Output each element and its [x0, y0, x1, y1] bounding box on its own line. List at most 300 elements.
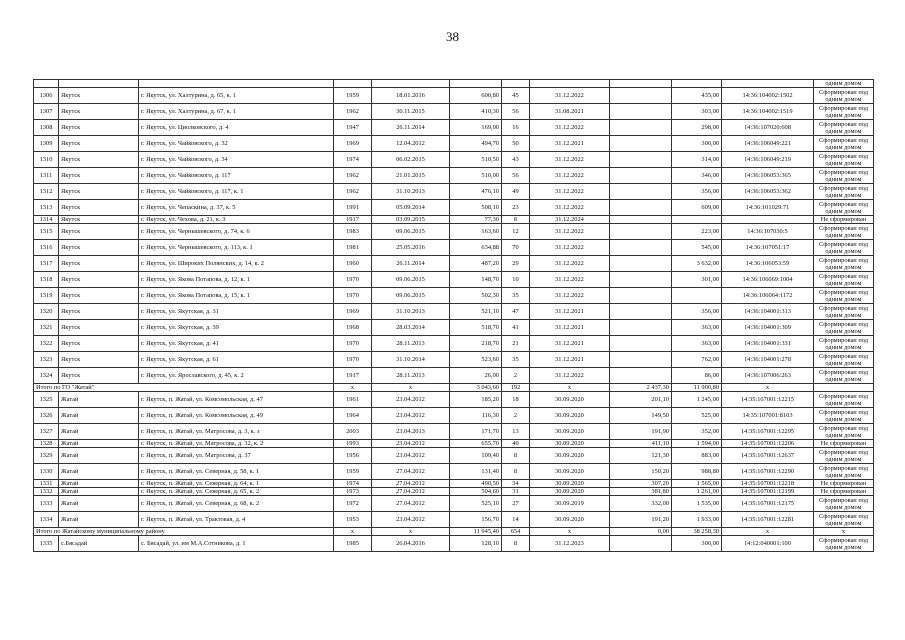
cell-row-number: 1328: [34, 440, 59, 448]
table-row: [34, 536, 874, 552]
cell-locality: Якутск: [59, 168, 139, 184]
cell-total-label: Итого по ГО "Жатай": [34, 384, 334, 392]
cell-land-area: [610, 256, 672, 272]
cell-area: 148,70: [450, 272, 502, 288]
cell-land-area: 381,80: [610, 488, 672, 496]
cell-area: 504,60: [450, 488, 502, 496]
cell-year-built: 2003: [334, 424, 372, 440]
table-row: [34, 440, 874, 448]
cell-status: [814, 384, 874, 392]
cell-land-area: 191,90: [610, 424, 672, 440]
cell-plot-area: 3 632,00: [672, 256, 722, 272]
cell-status: Сформирован под одним домом: [814, 104, 874, 120]
table-row: [34, 424, 874, 440]
cell-recognition-date: 21.01.2015: [372, 168, 450, 184]
cell-row-number: 1324: [34, 368, 59, 384]
cell-area: 600,80: [450, 88, 502, 104]
cell-residents: 35: [502, 352, 530, 368]
table-row: [34, 352, 874, 368]
cell-area: 185,20: [450, 392, 502, 408]
cell-plot-area: [672, 216, 722, 224]
cell-deadline: 31.12.2022: [530, 88, 610, 104]
cell-row-number: 1306: [34, 88, 59, 104]
cell-row-number: 1323: [34, 352, 59, 368]
cell-year-built: 1960: [334, 256, 372, 272]
cell-row-number: 1315: [34, 224, 59, 240]
cell-status: одним домом: [814, 80, 874, 88]
cell-address: г. Якутск, ул. Чайковского, д. 32: [139, 136, 334, 152]
cell-year-built: 1969: [334, 136, 372, 152]
cell-deadline: 31.12.2021: [530, 304, 610, 320]
cell-land-area: [610, 320, 672, 336]
cell-cadastral-number: 14:35:107001:12637: [722, 448, 814, 464]
cell-deadline: 31.12.2022: [530, 224, 610, 240]
cell-area: 11 945,40: [450, 528, 502, 536]
cell-residents: 8: [502, 216, 530, 224]
cell-row-number: 1325: [34, 392, 59, 408]
cell-plot-area: 356,00: [672, 184, 722, 200]
cell-year-built: x: [334, 528, 372, 536]
cell-deadline: 31.12.2022: [530, 184, 610, 200]
cell-year-built: x: [334, 384, 372, 392]
cell-status: Не сформирован: [814, 488, 874, 496]
cell-residents: 8: [502, 448, 530, 464]
cell-recognition-date: 26.11.2014: [372, 256, 450, 272]
cell-plot-area: 883,00: [672, 448, 722, 464]
cell-land-area: [610, 536, 672, 552]
cell-land-area: 2 437,30: [610, 384, 672, 392]
cell-recognition-date: x: [372, 528, 450, 536]
cell-residents: 56: [502, 168, 530, 184]
cell-area: 77,30: [450, 216, 502, 224]
cell-address: г. Якутск, п. Жатай, ул. Комсомольская, д. 49: [139, 408, 334, 424]
cell-deadline: 30.09.2020: [530, 440, 610, 448]
cell-locality: Якутск: [59, 240, 139, 256]
cell-deadline: 30.09.2020: [530, 464, 610, 480]
cell-locality: Якутск: [59, 272, 139, 288]
cell-area: 487,20: [450, 256, 502, 272]
cell-locality: Якутск: [59, 152, 139, 168]
cell-status: Сформирован под одним домом: [814, 392, 874, 408]
cell-status: Сформирован под одним домом: [814, 448, 874, 464]
cell-land-area: [610, 120, 672, 136]
cell-year-built: 1956: [334, 448, 372, 464]
cell-residents: 47: [502, 304, 530, 320]
cell-locality: Якутск: [59, 88, 139, 104]
cell-address: г. Якутск, ул. Якутская, д. 41: [139, 336, 334, 352]
cell-cadastral-number: 14:35:107001:12290: [722, 464, 814, 480]
cell-deadline: 30.09.2020: [530, 424, 610, 440]
cell-status: Сформирован под одним домом: [814, 536, 874, 552]
cell-status: Сформирован под одним домом: [814, 336, 874, 352]
table-row: [34, 88, 874, 104]
cell-year-built: 1917: [334, 368, 372, 384]
cell-locality: Жатай: [59, 496, 139, 512]
table-row: [34, 184, 874, 200]
cell-recognition-date: 23.04.2012: [372, 392, 450, 408]
table-row: [34, 336, 874, 352]
cell-plot-area: 988,80: [672, 464, 722, 480]
cell-cadastral-number: 14:36:104001:309: [722, 320, 814, 336]
cell-row-number: 1321: [34, 320, 59, 336]
table-row: [34, 464, 874, 480]
cell-cadastral-number: 14:36:101029:71: [722, 200, 814, 216]
cell-area: 508,10: [450, 200, 502, 216]
cell-recognition-date: 30.11.2015: [372, 104, 450, 120]
cell-cadastral-number: 14:36:106053:362: [722, 184, 814, 200]
cell-cadastral-number: 14:35:107001:12215: [722, 392, 814, 408]
cell-residents: 29: [502, 256, 530, 272]
cell-row-number: 1310: [34, 152, 59, 168]
table-row: [34, 304, 874, 320]
cell-land-area: 332,00: [610, 496, 672, 512]
cell-recognition-date: 25.05.2016: [372, 240, 450, 256]
cell-year-built: 1962: [334, 104, 372, 120]
cell-status: x: [814, 528, 874, 536]
cell-status: Сформирован под одним домом: [814, 240, 874, 256]
cell-residents: 40: [502, 440, 530, 448]
cell-plot-area: 356,00: [672, 304, 722, 320]
cell-plot-area: 1 261,00: [672, 488, 722, 496]
cell-residents: 45: [502, 88, 530, 104]
cell-row-number: 1313: [34, 200, 59, 216]
cell-deadline: 31.12.2023: [530, 536, 610, 552]
cell-residents: 13: [502, 424, 530, 440]
cell-land-area: 307,20: [610, 480, 672, 488]
cell-status: Сформирован под одним домом: [814, 496, 874, 512]
cell-address: г. Якутск, ул. Чайковского, д. 117: [139, 168, 334, 184]
cell-cadastral-number: 14:36:106049:221: [722, 136, 814, 152]
cell-land-area: 191,20: [610, 512, 672, 528]
cell-land-area: 411,10: [610, 440, 672, 448]
cell-year-built: 1959: [334, 88, 372, 104]
cell-row-number: 1314: [34, 216, 59, 224]
cell-status: Сформирован под одним домом: [814, 184, 874, 200]
cell-year-built: 1974: [334, 480, 372, 488]
cell-plot-area: 86,00: [672, 368, 722, 384]
cell-year-built: 1991: [334, 200, 372, 216]
cell-plot-area: 346,00: [672, 168, 722, 184]
cell-locality: Якутск: [59, 200, 139, 216]
cell-plot-area: 223,00: [672, 224, 722, 240]
cell-year-built: 1993: [334, 440, 372, 448]
cell-recognition-date: 03.09.2015: [372, 216, 450, 224]
cell-recognition-date: x: [372, 384, 450, 392]
cell-locality: Якутск: [59, 336, 139, 352]
cell-address: г. Якутск, ул. Халтурина, д. 65, к. 1: [139, 88, 334, 104]
cell-status: Сформирован под одним домом: [814, 288, 874, 304]
cell-deadline: 31.12.2021: [530, 352, 610, 368]
cell-plot-area: 545,00: [672, 240, 722, 256]
cell-row-number: 1333: [34, 496, 59, 512]
cell-empty: [59, 80, 139, 88]
cell-status: Сформирован под одним домом: [814, 464, 874, 480]
cell-residents: 8: [502, 464, 530, 480]
cell-land-area: [610, 336, 672, 352]
cell-cadastral-number: 14:36:107051:17: [722, 240, 814, 256]
cell-year-built: 1973: [334, 488, 372, 496]
cell-residents: 23: [502, 200, 530, 216]
cell-row-number: 1322: [34, 336, 59, 352]
cell-deadline: 31.12.2022: [530, 240, 610, 256]
cell-deadline: 31.12.2022: [530, 288, 610, 304]
cell-residents: 41: [502, 320, 530, 336]
cell-address: г. Якутск, ул. Халтурина, д. 67, к. 1: [139, 104, 334, 120]
cell-year-built: 1970: [334, 272, 372, 288]
cell-empty: [672, 80, 722, 88]
cell-locality: Жатай: [59, 440, 139, 448]
cell-land-area: [610, 216, 672, 224]
cell-plot-area: 300,00: [672, 136, 722, 152]
cell-address: г. Якутск, ул. Циолковского, д. 4: [139, 120, 334, 136]
cell-cadastral-number: 14:36:104002:1502: [722, 88, 814, 104]
cell-empty: [139, 80, 334, 88]
cell-address: г. Якутск, п. Жатай, ул. Матросова, д. 32, к. 2: [139, 440, 334, 448]
cell-recognition-date: 18.01.2016: [372, 88, 450, 104]
cell-recognition-date: 27.04.2012: [372, 464, 450, 480]
cell-address: г. Якутск, п. Жатай, ул. Матросова, д. 37: [139, 448, 334, 464]
cell-deadline: 30.09.2020: [530, 512, 610, 528]
cell-cadastral-number: 14:35:107001:12199: [722, 488, 814, 496]
cell-cadastral-number: 14:35:107001:12206: [722, 440, 814, 448]
cell-row-number: 1311: [34, 168, 59, 184]
cell-status: Сформирован под одним домом: [814, 272, 874, 288]
cell-cadastral-number: 14:36:106069:1004: [722, 272, 814, 288]
cell-year-built: 1962: [334, 184, 372, 200]
cell-address: г. Якутск, ул. Якутская, д. 61: [139, 352, 334, 368]
cell-total-label: Итого по Жатайскому муниципальному району: [34, 528, 334, 536]
cell-locality: Жатай: [59, 488, 139, 496]
cell-residents: 16: [502, 120, 530, 136]
cell-residents: 2: [502, 368, 530, 384]
cell-land-area: 150,20: [610, 464, 672, 480]
cell-recognition-date: 05.09.2014: [372, 200, 450, 216]
table-row: [34, 272, 874, 288]
cell-residents: 43: [502, 152, 530, 168]
cell-cadastral-number: 14:36:107020:608: [722, 120, 814, 136]
cell-cadastral-number: 14:35:107001:12295: [722, 424, 814, 440]
cell-row-number: 1334: [34, 512, 59, 528]
cell-deadline: 30.09.2020: [530, 488, 610, 496]
cell-cadastral-number: 14:35:107001:8103: [722, 408, 814, 424]
cell-plot-area: 435,00: [672, 88, 722, 104]
cell-area: 169,00: [450, 120, 502, 136]
cell-residents: 14: [502, 512, 530, 528]
cell-area: 476,10: [450, 184, 502, 200]
cell-recognition-date: 27.04.2012: [372, 488, 450, 496]
cell-recognition-date: 12.04.2012: [372, 136, 450, 152]
cell-residents: 18: [502, 392, 530, 408]
cell-plot-area: 300,00: [672, 536, 722, 552]
cell-address: г. Якутск, п. Жатай, ул. Трактовая, д. 4: [139, 512, 334, 528]
table-row: [34, 152, 874, 168]
cell-deadline: 31.12.2021: [530, 336, 610, 352]
cell-deadline: 31.12.2022: [530, 168, 610, 184]
cell-address: г. Якутск, п. Жатай, ул. Северная, д. 65, к. 2: [139, 488, 334, 496]
table-row: [34, 256, 874, 272]
cell-plot-area: 1 565,00: [672, 480, 722, 488]
cell-area: 116,30: [450, 408, 502, 424]
housing-registry-table-wrap: [33, 79, 873, 552]
cell-deadline: 30.09.2020: [530, 408, 610, 424]
cell-recognition-date: 09.06.2015: [372, 288, 450, 304]
cell-address: г. Якутск, ул. Якова Потапова, д. 12, к. 1: [139, 272, 334, 288]
cell-year-built: 1970: [334, 336, 372, 352]
cell-area: 510,50: [450, 152, 502, 168]
cell-cadastral-number: 14:36:104001:331: [722, 336, 814, 352]
cell-deadline: 30.09.2019: [530, 496, 610, 512]
cell-land-area: [610, 304, 672, 320]
table-row: [34, 240, 874, 256]
cell-deadline: 30.09.2020: [530, 480, 610, 488]
cell-recognition-date: 09.06.2015: [372, 272, 450, 288]
cell-locality: Жатай: [59, 408, 139, 424]
cell-residents: 31: [502, 488, 530, 496]
cell-empty: [530, 80, 610, 88]
table-row: [34, 288, 874, 304]
cell-address: г. Якутск, ул. Чехова, д. 21, к. 3: [139, 216, 334, 224]
table-row-continuation: [34, 80, 874, 88]
cell-empty: [502, 80, 530, 88]
cell-address: г. Якутск, ул. Якутская, д. 39: [139, 320, 334, 336]
table-row: [34, 136, 874, 152]
cell-plot-area: 1 594,00: [672, 440, 722, 448]
cell-status: Сформирован под одним домом: [814, 224, 874, 240]
cell-plot-area: 762,00: [672, 352, 722, 368]
table-row: [34, 392, 874, 408]
cell-cadastral-number: x: [722, 528, 814, 536]
cell-row-number: 1330: [34, 464, 59, 480]
cell-address: г. Якутск, ул. Чайковского, д. 117, к. 1: [139, 184, 334, 200]
cell-deadline: 31.12.2022: [530, 120, 610, 136]
cell-status: Сформирован под одним домом: [814, 256, 874, 272]
cell-address: г. Якутск, ул. Широких Полянских, д. 14, к. 2: [139, 256, 334, 272]
table-row: [34, 448, 874, 464]
cell-status: Сформирован под одним домом: [814, 200, 874, 216]
cell-land-area: 121,30: [610, 448, 672, 464]
table-row: [34, 496, 874, 512]
cell-address: г. Якутск, ул. Чернышевского, д. 113, к. 1: [139, 240, 334, 256]
cell-year-built: 1961: [334, 392, 372, 408]
cell-land-area: [610, 368, 672, 384]
cell-row-number: 1320: [34, 304, 59, 320]
cell-area: 655,70: [450, 440, 502, 448]
cell-recognition-date: 31.10.2013: [372, 304, 450, 320]
cell-recognition-date: 27.04.2012: [372, 496, 450, 512]
cell-year-built: 1962: [334, 168, 372, 184]
table-row: [34, 216, 874, 224]
cell-address: г. Якутск, п. Жатай, ул. Северная, д. 68, к. 2: [139, 496, 334, 512]
cell-empty: [722, 80, 814, 88]
cell-status: Сформирован под одним домом: [814, 304, 874, 320]
table-row: [34, 168, 874, 184]
cell-plot-area: [672, 288, 722, 304]
cell-row-number: 1332: [34, 488, 59, 496]
cell-recognition-date: 27.04.2012: [372, 480, 450, 488]
cell-residents: 8: [502, 536, 530, 552]
cell-recognition-date: 23.04.2013: [372, 424, 450, 440]
cell-cadastral-number: 14:36:106064:1172: [722, 288, 814, 304]
cell-status: Сформирован под одним домом: [814, 168, 874, 184]
cell-row-number: 1335: [34, 536, 59, 552]
cell-plot-area: 363,00: [672, 320, 722, 336]
cell-deadline: 31.12.2022: [530, 368, 610, 384]
cell-year-built: 1917: [334, 216, 372, 224]
cell-locality: Якутск: [59, 352, 139, 368]
cell-land-area: [610, 88, 672, 104]
cell-cadastral-number: 14:36:106053:59: [722, 256, 814, 272]
cell-year-built: 1974: [334, 152, 372, 168]
cell-area: 171,70: [450, 424, 502, 440]
cell-residents: 10: [502, 272, 530, 288]
cell-empty: [334, 80, 372, 88]
page-number: 38: [446, 29, 459, 44]
cell-residents: 654: [502, 528, 530, 536]
cell-status: Сформирован под одним домом: [814, 152, 874, 168]
cell-row-number: 1316: [34, 240, 59, 256]
cell-address: г. Якутск, ул. Якутская, д. 31: [139, 304, 334, 320]
cell-cadastral-number: 14:36:104002:1519: [722, 104, 814, 120]
cell-deadline: 31.12.2022: [530, 152, 610, 168]
cell-plot-area: 352,00: [672, 424, 722, 440]
cell-cadastral-number: 14:36:107006:263: [722, 368, 814, 384]
cell-year-built: 1985: [334, 536, 372, 552]
cell-area: 3 043,60: [450, 384, 502, 392]
cell-locality: Жатай: [59, 480, 139, 488]
cell-residents: 49: [502, 184, 530, 200]
cell-area: 494,70: [450, 136, 502, 152]
cell-address: г. Якутск, п. Жатай, ул. Северная, д. 64, к. 1: [139, 480, 334, 488]
cell-residents: 2: [502, 408, 530, 424]
cell-year-built: 1981: [334, 240, 372, 256]
cell-address: г. Якутск, п. Жатай, ул. Комсомольская, д. 47: [139, 392, 334, 408]
cell-row-number: 1319: [34, 288, 59, 304]
cell-recognition-date: 23.04.2012: [372, 448, 450, 464]
cell-area: 502,30: [450, 288, 502, 304]
cell-recognition-date: 06.02.2015: [372, 152, 450, 168]
cell-deadline: 31.12.2021: [530, 320, 610, 336]
cell-deadline: 30.09.2020: [530, 392, 610, 408]
cell-status: Сформирован под одним домом: [814, 368, 874, 384]
table-body: [34, 80, 874, 552]
cell-empty: [372, 80, 450, 88]
cell-status: Не сформирован: [814, 480, 874, 488]
cell-year-built: 1964: [334, 408, 372, 424]
housing-registry-table: [33, 79, 874, 552]
cell-locality: Якутск: [59, 288, 139, 304]
cell-year-built: 1959: [334, 464, 372, 480]
cell-area: 525,10: [450, 496, 502, 512]
cell-locality: Жатай: [59, 424, 139, 440]
cell-plot-area: 525,00: [672, 408, 722, 424]
cell-status: Сформирован под одним домом: [814, 120, 874, 136]
cell-plot-area: 363,00: [672, 336, 722, 352]
cell-area: 634,88: [450, 240, 502, 256]
cell-plot-area: 314,00: [672, 152, 722, 168]
cell-year-built: 1970: [334, 352, 372, 368]
cell-status: Сформирован под одним домом: [814, 408, 874, 424]
cell-status: Сформирован под одним домом: [814, 512, 874, 528]
cell-recognition-date: 28.11.2013: [372, 336, 450, 352]
cell-area: 156,70: [450, 512, 502, 528]
cell-year-built: 1953: [334, 512, 372, 528]
cell-address: г. Якутск, п. Жатай, ул. Матросова, д. 3, к. з: [139, 424, 334, 440]
cell-land-area: [610, 136, 672, 152]
cell-area: 518,70: [450, 320, 502, 336]
cell-plot-area: 301,00: [672, 272, 722, 288]
cell-recognition-date: 23.04.2012: [372, 408, 450, 424]
cell-land-area: 149,50: [610, 408, 672, 424]
